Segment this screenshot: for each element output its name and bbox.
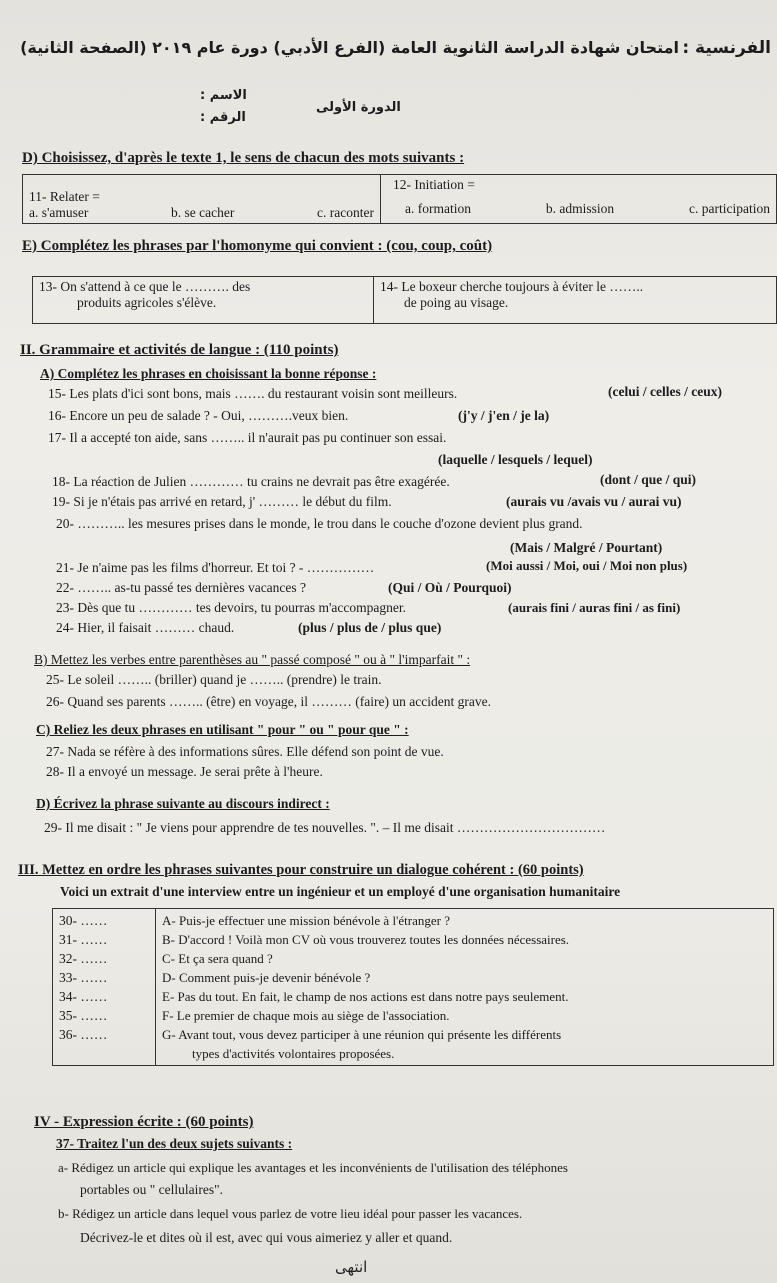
- answer-34: 34- ……: [59, 989, 108, 1004]
- answer-36: 36- ……: [59, 1027, 108, 1042]
- q18-text: 18- La réaction de Julien ………… tu crains ne devrait pas être exagérée.: [52, 474, 450, 489]
- subject-a-line2: portables ou " cellulaires".: [80, 1182, 223, 1197]
- answer-35: 35- ……: [59, 1008, 108, 1023]
- q20-options: (Mais / Malgré / Pourtant): [510, 540, 663, 555]
- name-label: الاسم :: [200, 88, 247, 103]
- subject-a-line1: a- Rédigez un article qui explique les avantages et les inconvénients de l'utilisation des téléphones: [58, 1160, 568, 1175]
- sentence-b: B- D'accord ! Voilà mon CV où vous trouverez toutes les données nécessaires.: [162, 932, 570, 947]
- q12-options: [387, 201, 770, 217]
- sentence-g-continued: types d'activités volontaires proposées.: [192, 1046, 395, 1061]
- q12-cell: [381, 175, 777, 224]
- q22-text: 22- …….. as-tu passé tes dernières vacances ?: [56, 580, 307, 595]
- q13-line1: 13- On s'attend à ce que le ………. des: [39, 279, 251, 294]
- q12-option-a: a. formation: [405, 201, 471, 216]
- q24-options: (plus / plus de / plus que): [298, 620, 442, 635]
- q15-text: 15- Les plats d'ici sont bons, mais ……. du restaurant voisin sont meilleurs.: [48, 386, 458, 401]
- section-d-title: D) Choisissez, d'après le texte 1, le sens de chacun des mots suivants :: [22, 150, 465, 166]
- subject-b-line2: Décrivez-le et dites où il est, avec qui vous aimeriez y aller et quand.: [80, 1230, 453, 1245]
- q29-text: 29- Il me disait : " Je viens pour apprendre de tes nouvelles. ". – Il me disait ……………………………: [44, 820, 606, 835]
- q11-options: [29, 205, 374, 221]
- q14-line1: 14- Le boxeur cherche toujours à éviter le ……..: [380, 279, 644, 294]
- q19-text: 19- Si je n'étais pas arrivé en retard, j' ……… le début du film.: [52, 494, 392, 509]
- sentence-e: E- Pas du tout. En fait, le champ de nos actions est dans notre pays seulement.: [162, 989, 569, 1004]
- q21-text: 21- Je n'aime pas les films d'horreur. Et toi ? - ……………: [56, 560, 375, 575]
- q26-text: 26- Quand ses parents …….. (être) en voyage, il ……… (faire) un accident grave.: [46, 694, 491, 709]
- section-iii-title: III. Mettez en ordre les phrases suivantes pour construire un dialogue cohérent : (60 points): [18, 862, 584, 878]
- subject-label: الفرنسية :: [682, 38, 771, 58]
- answer-31: 31- ……: [59, 932, 108, 947]
- q24-text: 24- Hier, il faisait ……… chaud.: [56, 620, 235, 635]
- q13-cell: [33, 277, 374, 324]
- sentence-d: D- Comment puis-je devenir bénévole ?: [162, 970, 371, 985]
- section-ii-a-title: A) Complétez les phrases en choisissant la bonne réponse :: [40, 366, 377, 381]
- homonym-table: [32, 276, 777, 324]
- answer-32: 32- ……: [59, 951, 108, 966]
- q11-option-b: b. se cacher: [171, 205, 235, 220]
- q12-option-c: c. participation: [689, 201, 770, 216]
- section-ii-d-title: D) Écrivez la phrase suivante au discours indirect :: [36, 796, 330, 811]
- q17-options: (laquelle / lesquels / lequel): [438, 452, 593, 467]
- q37-text: 37- Traitez l'un des deux sujets suivants :: [56, 1136, 293, 1151]
- q16-options: (j'y / j'en / je la): [458, 408, 550, 423]
- q20-text: 20- ……….. les mesures prises dans le monde, le trou dans le couche d'ozone devient plus grand.: [56, 516, 583, 531]
- sentence-f: F- Le premier de chaque mois au siège de l'association.: [162, 1008, 450, 1023]
- section-e-title: E) Complétez les phrases par l'homonyme qui convient : (cou, coup, coût): [22, 238, 493, 254]
- q16-text: 16- Encore un peu de salade ? - Oui, ……….veux bien.: [48, 408, 349, 423]
- q19-options: (aurais vu /avais vu / aurai vu): [506, 494, 682, 509]
- section-ii-c-title: C) Reliez les deux phrases en utilisant " pour " ou " pour que " :: [36, 722, 409, 737]
- sentence-g: G- Avant tout, vous devez participer à une réunion qui présente les différents: [162, 1027, 562, 1042]
- q11-label: 11- Relater =: [29, 189, 100, 204]
- vocab-table: [22, 174, 777, 224]
- q11-option-a: a. s'amuser: [29, 205, 89, 220]
- q21-options: (Moi aussi / Moi, oui / Moi non plus): [486, 558, 688, 573]
- q13-line2: produits agricoles s'élève.: [77, 295, 217, 310]
- q11-cell: [23, 175, 381, 224]
- answer-30: 30- ……: [59, 913, 108, 928]
- q15-options: (celui / celles / ceux): [608, 384, 722, 399]
- q11-option-c: c. raconter: [317, 205, 374, 220]
- answer-33: 33- ……: [59, 970, 108, 985]
- sentence-a: A- Puis-je effectuer une mission bénévole à l'étranger ?: [162, 913, 450, 928]
- section-iv-title: IV - Expression écrite : (60 points): [34, 1114, 254, 1130]
- dialogue-number-column: [53, 909, 156, 1066]
- subject-b-line1: b- Rédigez un article dans lequel vous parlez de votre lieu idéal pour passer les vacances.: [58, 1206, 523, 1221]
- end-mark: انتهى: [335, 1258, 368, 1276]
- session-label: الدورة الأولى: [316, 100, 401, 115]
- q18-options: (dont / que / qui): [600, 472, 697, 487]
- q28-text: 28- Il a envoyé un message. Je serai prête à l'heure.: [46, 764, 323, 779]
- section-iii-subtitle: Voici un extrait d'une interview entre un ingénieur et un employé d'une organisation humanitaire: [60, 884, 621, 899]
- q25-text: 25- Le soleil …….. (briller) quand je …….. (prendre) le train.: [46, 672, 382, 687]
- section-ii-title: II. Grammaire et activités de langue : (110 points): [20, 342, 339, 358]
- q12-label: 12- Initiation =: [393, 177, 475, 192]
- section-ii-b-title: B) Mettez les verbes entre parenthèses au " passé composé " ou à " l'imparfait " :: [34, 652, 471, 667]
- q17-text: 17- Il a accepté ton aide, sans …….. il n'aurait pas pu continuer son essai.: [48, 430, 447, 445]
- dialogue-table: [52, 908, 774, 1066]
- q22-options: (Qui / Où / Pourquoi): [388, 580, 512, 595]
- q14-cell: [374, 277, 777, 324]
- q12-option-b: b. admission: [545, 201, 615, 216]
- exam-title: امتحان شهادة الدراسة الثانوية العامة (الفرع الأدبي) دورة عام ٢٠١٩ (الصفحة الثانية): [20, 38, 679, 57]
- dialogue-sentence-column: [156, 909, 774, 1066]
- q23-options: (aurais fini / auras fini / as fini): [508, 600, 681, 615]
- sentence-c: C- Et ça sera quand ?: [162, 951, 273, 966]
- number-label: الرقم :: [200, 110, 246, 125]
- q27-text: 27- Nada se réfère à des informations sûres. Elle défend son point de vue.: [46, 744, 444, 759]
- q23-text: 23- Dès que tu ………… tes devoirs, tu pourras m'accompagner.: [56, 600, 406, 615]
- q14-line2: de poing au visage.: [404, 295, 509, 310]
